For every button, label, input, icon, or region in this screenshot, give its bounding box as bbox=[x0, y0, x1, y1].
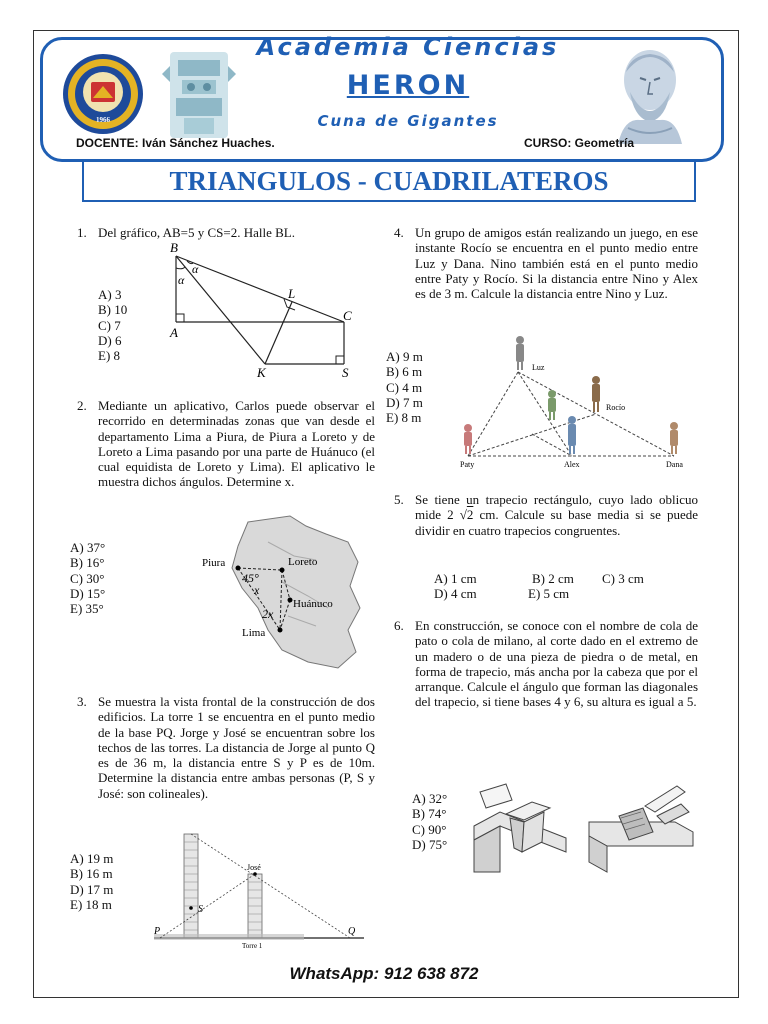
q2-option-e: E) 35° bbox=[70, 601, 104, 617]
q5-option-e: E) 5 cm bbox=[528, 586, 570, 601]
q3-label-q: Q bbox=[348, 926, 356, 937]
q2-label-piura: Piura bbox=[202, 557, 226, 569]
q4-friends-figure bbox=[448, 334, 698, 474]
q6-option-a: A) 32° bbox=[412, 791, 448, 806]
course-label: CURSO: Geometría bbox=[524, 136, 635, 150]
q6-option-c: C) 90° bbox=[412, 821, 447, 837]
q1-figure bbox=[160, 240, 360, 380]
q4-person-alex bbox=[568, 416, 576, 454]
q2-label-2x: 2x bbox=[262, 607, 274, 621]
q2-label-x: x bbox=[254, 583, 260, 597]
university-seal-logo bbox=[61, 52, 145, 136]
q3-option-b: B) 16 m bbox=[70, 866, 113, 882]
q3-label-torre: Torre 1 bbox=[242, 942, 263, 948]
chavin-totem-logo bbox=[160, 46, 238, 142]
q1-label-k: K bbox=[257, 365, 266, 380]
q3-label-p: P bbox=[154, 926, 161, 937]
q5-option-d: D) 4 cm bbox=[434, 586, 477, 601]
q1-option-a: A) 3 bbox=[98, 287, 122, 302]
q1-options bbox=[98, 287, 127, 363]
q1-option-d: D) 6 bbox=[98, 332, 122, 348]
q1-text: Del gráfico, AB=5 y CS=2. Halle BL. bbox=[98, 225, 295, 240]
q3-options bbox=[70, 851, 113, 912]
heron-bust-logo bbox=[600, 42, 700, 144]
q5-option-c: C) 3 cm bbox=[602, 571, 644, 586]
q5-sqrt-radicand: 2 bbox=[466, 507, 474, 523]
q2-option-c: C) 30° bbox=[70, 570, 105, 586]
q2-option-d: D) 15° bbox=[70, 585, 106, 601]
q4-label-dana: Dana bbox=[666, 460, 683, 469]
q6-text: En construcción, se conoce con el nombre de cola de pato o cola de milano, al corte dado en el extremo de un madero o de una pieza de piedra o de metal, en forma de trapecio, más ancha por la cabeza que por el arranque. Calcule el ángulo que forman las diagonales del trapecio, si tiene bases 4 y 6, su altura es igual a 5. bbox=[415, 618, 698, 710]
q3-towers-figure bbox=[150, 830, 370, 948]
q1-label-b: B bbox=[170, 240, 178, 255]
q4-option-a: A) 9 m bbox=[386, 349, 423, 364]
q4-option-c: C) 4 m bbox=[386, 379, 423, 395]
q1-label-a: A bbox=[170, 325, 178, 340]
q3-option-d: D) 17 m bbox=[70, 881, 114, 897]
page-title: TRIANGULOS - CUADRILATEROS bbox=[169, 166, 609, 196]
q1-label-alpha-1: α bbox=[178, 273, 185, 287]
q1-label-alpha-2: α bbox=[192, 262, 199, 276]
q4-option-b: B) 6 m bbox=[386, 364, 423, 380]
q1-label-l: L bbox=[288, 286, 296, 301]
footer-whatsapp: WhatsApp: 912 638 872 bbox=[289, 964, 479, 983]
q4-label-luz: Luz bbox=[532, 363, 545, 372]
q5-sqrt: √2 bbox=[459, 507, 474, 523]
academy-brand: HERON bbox=[346, 70, 470, 101]
title-box bbox=[82, 160, 696, 202]
q4-label-paty: Paty bbox=[460, 460, 475, 469]
q2-peru-map bbox=[198, 512, 370, 676]
q6-options bbox=[412, 791, 447, 852]
q4-option-d: D) 7 m bbox=[386, 394, 423, 410]
q1-option-c: C) 7 bbox=[98, 317, 121, 333]
seal-year: 1966 bbox=[96, 116, 110, 124]
q5-options-row2 bbox=[434, 586, 569, 601]
q5-number: 5. bbox=[394, 492, 404, 507]
q5-text-after: cm. Calcule su base media si se puede dividir en cuatro trapecios congruentes. bbox=[415, 507, 698, 538]
q3-text: Se muestra la vista frontal de la construcción de dos edificios. La torre 1 se encuentra en el punto medio de la base PQ. Jorge y José se encuentran sobre los techos de las torres. La distancia de Jorge al punto Q es de 36 m, la distancia entre S y P es de 10m. Determine la distancia entre ambas personas (P, S y José: son colineales). bbox=[98, 694, 375, 801]
q6-dovetail-figure-2 bbox=[585, 782, 697, 874]
q1-label-s: S bbox=[342, 365, 349, 380]
teacher-label: DOCENTE: Iván Sánchez Huaches. bbox=[76, 136, 275, 150]
q1-option-b: B) 10 bbox=[98, 302, 128, 318]
q2-label-45: 45° bbox=[242, 571, 259, 585]
q4-person-paty bbox=[464, 424, 472, 454]
q3-option-e: E) 18 m bbox=[70, 896, 112, 912]
q4-number: 4. bbox=[394, 225, 404, 240]
q4-label-rocio: Rocío bbox=[606, 403, 626, 412]
q4-label-alex: Alex bbox=[564, 460, 580, 469]
q4-person-rocio bbox=[592, 376, 600, 412]
q6-number: 6. bbox=[394, 618, 404, 633]
q2-option-a: A) 37° bbox=[70, 540, 106, 555]
academy-name: Academia Ciencias bbox=[256, 33, 560, 61]
q4-person-dana bbox=[670, 422, 678, 454]
q1-option-e: E) 8 bbox=[98, 348, 121, 364]
q4-option-e: E) 8 m bbox=[386, 410, 422, 426]
q6-dovetail-figure-1 bbox=[470, 782, 570, 874]
q3-label-s: S bbox=[198, 904, 203, 915]
q3-option-a: A) 19 m bbox=[70, 851, 114, 866]
academy-slogan: Cuna de Gigantes bbox=[317, 112, 499, 130]
q2-options bbox=[70, 540, 105, 616]
q2-text: Mediante un aplicativo, Carlos puede observar el recorrido en determinadas zonas que van desde el departamento Lima a Piura, de Piura a Loreto y de Loreto a Lima pasando por una parte de Huánuco (el cual equidista de Loreto y Lima). El aplicativo le muestra dichos ángulos. Determine x. bbox=[98, 398, 375, 490]
q4-options bbox=[386, 349, 423, 425]
q2-label-huanuco: Huánuco bbox=[293, 598, 333, 610]
q2-option-b: B) 16° bbox=[70, 555, 105, 571]
q2-number: 2. bbox=[77, 398, 87, 413]
q1-number: 1. bbox=[77, 225, 87, 240]
q5-text-before: Se tiene un trapecio rectángulo, cuyo lado oblicuo mide 2 bbox=[415, 492, 698, 523]
q2-label-loreto: Loreto bbox=[288, 556, 318, 568]
q5-option-b: B) 2 cm bbox=[532, 571, 574, 586]
q1-label-c: C bbox=[343, 308, 352, 323]
q6-option-b: B) 74° bbox=[412, 806, 447, 822]
q4-text: Un grupo de amigos están realizando un juego, en ese instante Rocío se encuentra en el punto medio entre Luz y Dana. Nino también está en el punto medio entre Paty y Rocío. Si la distancia entre Nino y Alex es de 3 m. Calcule la distancia entre Nino y Luz. bbox=[415, 225, 698, 302]
q2-label-lima: Lima bbox=[242, 627, 266, 639]
q3-number: 3. bbox=[77, 694, 87, 709]
q5-options-row1 bbox=[434, 571, 644, 586]
q4-person-nino bbox=[548, 390, 556, 420]
q5-text bbox=[415, 492, 698, 538]
q3-label-jose: José bbox=[247, 863, 261, 872]
q4-person-luz bbox=[516, 336, 524, 370]
q5-option-a: A) 1 cm bbox=[434, 571, 477, 586]
q6-option-d: D) 75° bbox=[412, 836, 448, 852]
